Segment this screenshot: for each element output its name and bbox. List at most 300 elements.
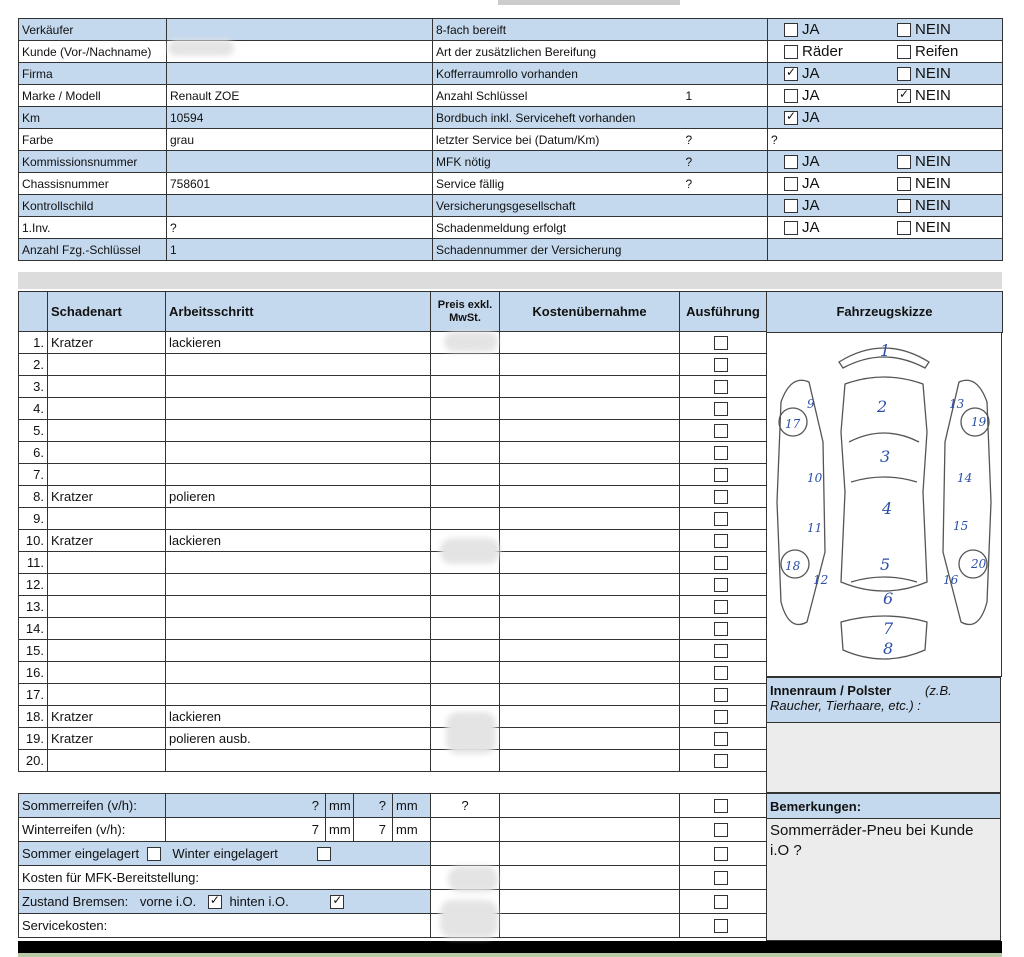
remarks-header: Bemerkungen: (766, 793, 1001, 819)
arbeitsschritt-cell[interactable] (166, 640, 431, 662)
schadenart-cell[interactable] (48, 640, 166, 662)
damage-row (19, 574, 767, 596)
checkbox[interactable] (714, 919, 728, 933)
option-2-checkbox[interactable] (897, 155, 911, 169)
field-label: Kommissionsnummer (19, 151, 167, 173)
checkbox[interactable] (714, 799, 728, 813)
unit-mm: mm (326, 818, 354, 842)
arbeitsschritt-cell[interactable] (166, 354, 431, 376)
option-cell: JA NEIN (768, 195, 1003, 217)
ausfuehrung-cell (680, 574, 767, 596)
separator-bar (18, 272, 1002, 289)
arbeitsschritt-cell[interactable] (166, 618, 431, 640)
sketch-zone-number: 12 (813, 573, 829, 587)
ausfuehrung-checkbox[interactable] (714, 402, 728, 416)
kosten-cell[interactable] (500, 508, 680, 530)
option-1-checkbox[interactable] (784, 89, 798, 103)
ausfuehrung-cell (680, 420, 767, 442)
row-number: 15. (19, 640, 48, 662)
row-number: 20. (19, 750, 48, 772)
kosten-cell[interactable] (500, 398, 680, 420)
ausfuehrung-checkbox[interactable] (714, 468, 728, 482)
ausfuehrung-cell (680, 618, 767, 640)
unit-mm: mm (393, 794, 431, 818)
question-value[interactable]: ? (683, 151, 768, 173)
remarks-text-2: i.O ? (770, 842, 802, 859)
ausfuehrung-checkbox[interactable] (714, 666, 728, 680)
ausfuehrung-checkbox[interactable] (714, 578, 728, 592)
schadenart-cell[interactable]: Kratzer (48, 728, 166, 750)
ausfuehrung-cell (680, 464, 767, 486)
kosten-cell[interactable] (500, 750, 680, 772)
col-nr (19, 292, 48, 332)
redaction (448, 866, 498, 892)
sketch-zone-number: 10 (807, 471, 823, 485)
redaction (440, 900, 498, 938)
question-value[interactable] (683, 107, 768, 129)
arbeitsschritt-cell[interactable]: polieren (166, 486, 431, 508)
checkbox[interactable] (714, 871, 728, 885)
field-label: Farbe (19, 129, 167, 151)
question-value[interactable]: ? (683, 173, 768, 195)
damage-row (19, 508, 767, 530)
row-number: 2. (19, 354, 48, 376)
schadenart-cell[interactable] (48, 376, 166, 398)
kosten-cell[interactable] (500, 486, 680, 508)
interior-hint-2: Raucher, Tierhaare, etc.) : (770, 698, 921, 713)
arbeitsschritt-cell[interactable] (166, 420, 431, 442)
sommerreifen-h[interactable]: ? (354, 794, 393, 818)
redaction (446, 712, 496, 754)
kosten-cell[interactable] (500, 354, 680, 376)
interior-label: Innenraum / Polster (770, 683, 892, 698)
kosten-cell[interactable] (500, 530, 680, 552)
header-row (19, 173, 1003, 195)
damage-row (19, 354, 767, 376)
sketch-zone-number: 8 (883, 639, 894, 658)
col-ausfuehrung: Ausführung (680, 292, 767, 332)
field-value[interactable] (167, 151, 433, 173)
top-artifact (498, 0, 680, 5)
question-value[interactable] (683, 239, 768, 261)
schadenart-cell[interactable] (48, 398, 166, 420)
header-row (19, 195, 1003, 217)
question-label: Versicherungsgesellschaft (433, 195, 683, 217)
option-2-checkbox[interactable] (897, 45, 911, 59)
arbeitsschritt-cell[interactable] (166, 750, 431, 772)
damage-row (19, 486, 767, 508)
kosten-cell[interactable] (500, 376, 680, 398)
ausfuehrung-checkbox[interactable] (714, 688, 728, 702)
arbeitsschritt-cell[interactable] (166, 574, 431, 596)
option-2-checkbox[interactable] (897, 23, 911, 37)
question-value[interactable] (683, 217, 768, 239)
damage-row (19, 464, 767, 486)
header-row (19, 63, 1003, 85)
ausfuehrung-cell (680, 640, 767, 662)
schadenart-cell[interactable] (48, 552, 166, 574)
ausfuehrung-cell (680, 398, 767, 420)
header-row (19, 107, 1003, 129)
damage-row (19, 420, 767, 442)
schadenart-cell[interactable] (48, 618, 166, 640)
unit-mm: mm (393, 818, 431, 842)
ausfuehrung-cell (680, 728, 767, 750)
row-number: 4. (19, 398, 48, 420)
winterreifen-v[interactable]: 7 (166, 818, 326, 842)
option-cell: JA NEIN (768, 217, 1003, 239)
damage-row (19, 706, 767, 728)
damage-row (19, 750, 767, 772)
damage-row (19, 332, 767, 354)
interior-section (766, 677, 1001, 723)
ausfuehrung-cell (680, 552, 767, 574)
option-cell: ✓ JA (768, 107, 1003, 129)
damage-row (19, 596, 767, 618)
field-label: Kunde (Vor-/Nachname) (19, 41, 167, 63)
ausfuehrung-cell (680, 486, 767, 508)
row-number: 12. (19, 574, 48, 596)
option-cell: Räder Reifen (768, 41, 1003, 63)
arbeitsschritt-cell[interactable] (166, 376, 431, 398)
sommerreifen-label: Sommerreifen (v/h): (19, 794, 166, 818)
kosten-cell[interactable] (500, 618, 680, 640)
winterreifen-h[interactable]: 7 (354, 818, 393, 842)
sketch-header: Fahrzeugskizze (766, 291, 1003, 333)
preis-cell[interactable] (431, 442, 500, 464)
row-number: 10. (19, 530, 48, 552)
question-value[interactable] (683, 195, 768, 217)
sketch-zone-number: 13 (949, 397, 965, 411)
bottom-table (18, 793, 767, 938)
schadenart-cell[interactable] (48, 508, 166, 530)
header-row (19, 41, 1003, 63)
row-number: 19. (19, 728, 48, 750)
option-1-checkbox[interactable] (784, 23, 798, 37)
field-value[interactable] (167, 195, 433, 217)
ausfuehrung-checkbox[interactable] (714, 732, 728, 746)
ausfuehrung-checkbox[interactable] (714, 556, 728, 570)
ausfuehrung-checkbox[interactable] (714, 358, 728, 372)
sketch-zone-number: 2 (877, 397, 888, 416)
sketch-zone-number: 19 (971, 415, 987, 429)
arbeitsschritt-cell[interactable] (166, 508, 431, 530)
field-value[interactable]: 10594 (167, 107, 433, 129)
damage-row (19, 728, 767, 750)
kosten-cell[interactable] (500, 574, 680, 596)
ausfuehrung-checkbox[interactable] (714, 446, 728, 460)
field-value[interactable]: ? (167, 217, 433, 239)
car-diagram (767, 332, 1001, 676)
ausfuehrung-checkbox[interactable] (714, 512, 728, 526)
redaction (444, 332, 498, 352)
ausfuehrung-checkbox[interactable] (714, 534, 728, 548)
damage-row (19, 662, 767, 684)
preis-cell[interactable] (431, 486, 500, 508)
field-label: Marke / Modell (19, 85, 167, 107)
question-value[interactable] (683, 41, 768, 63)
kosten-cell[interactable] (500, 464, 680, 486)
option-1-checkbox[interactable] (784, 45, 798, 59)
question-label: MFK nötig (433, 151, 683, 173)
option-cell: JA NEIN (768, 151, 1003, 173)
schadenart-cell[interactable] (48, 596, 166, 618)
question-label: Service fällig (433, 173, 683, 195)
kosten-cell[interactable] (500, 640, 680, 662)
kosten-cell[interactable] (500, 332, 680, 354)
kosten-cell[interactable] (500, 684, 680, 706)
ausfuehrung-cell (680, 442, 767, 464)
option-2-checkbox[interactable] (897, 199, 911, 213)
remarks-field[interactable] (766, 819, 1001, 941)
kosten-cell[interactable] (500, 662, 680, 684)
ausfuehrung-checkbox[interactable] (714, 600, 728, 614)
field-label: 1.Inv. (19, 217, 167, 239)
field-value[interactable]: grau (167, 129, 433, 151)
ausfuehrung-checkbox[interactable] (714, 424, 728, 438)
arbeitsschritt-cell[interactable] (166, 596, 431, 618)
preis-cell[interactable] (431, 420, 500, 442)
arbeitsschritt-cell[interactable]: lackieren (166, 530, 431, 552)
servicekosten-label: Servicekosten: (19, 914, 431, 938)
damage-row (19, 376, 767, 398)
ausfuehrung-cell (680, 332, 767, 354)
winter-eingelagert-checkbox[interactable] (317, 847, 331, 861)
field-value[interactable] (167, 63, 433, 85)
row-number: 8. (19, 486, 48, 508)
bottom-strip (18, 953, 1002, 957)
question-label: Schadenmeldung erfolgt (433, 217, 683, 239)
question-value[interactable]: 1 (683, 85, 768, 107)
row-number: 16. (19, 662, 48, 684)
option-2-checkbox[interactable] (897, 89, 911, 103)
option-1-checkbox[interactable] (784, 221, 798, 235)
kosten-cell[interactable] (500, 706, 680, 728)
preis-cell[interactable] (431, 508, 500, 530)
sommerreifen-preis: ? (431, 794, 500, 818)
mfk-label: Kosten für MFK-Bereitstellung: (19, 866, 431, 890)
kosten-cell[interactable] (500, 596, 680, 618)
option-cell: JA NEIN (768, 173, 1003, 195)
remarks-text-1: Sommerräder-Pneu bei Kunde (770, 822, 974, 839)
vorne-checkbox[interactable] (208, 895, 222, 909)
damage-row (19, 530, 767, 552)
option-2-checkbox[interactable] (897, 177, 911, 191)
sketch-zone-number: 14 (957, 471, 973, 485)
schadenart-cell[interactable] (48, 750, 166, 772)
ausfuehrung-cell (680, 596, 767, 618)
redaction (168, 40, 234, 56)
question-label: Art der zusätzlichen Bereifung (433, 41, 683, 63)
row-number: 13. (19, 596, 48, 618)
sommer-eingelagert-checkbox[interactable] (147, 847, 161, 861)
field-value[interactable]: Renault ZOE (167, 85, 433, 107)
header-row (19, 151, 1003, 173)
option-1-checkbox[interactable] (784, 199, 798, 213)
row-number: 11. (19, 552, 48, 574)
arbeitsschritt-cell[interactable]: polieren ausb. (166, 728, 431, 750)
sketch-zone-number: 15 (953, 519, 969, 533)
row-number: 7. (19, 464, 48, 486)
option-1-checkbox[interactable] (784, 67, 798, 81)
preis-cell[interactable] (431, 640, 500, 662)
row-number: 3. (19, 376, 48, 398)
sketch-zone-number: 18 (785, 559, 801, 573)
option-1-checkbox[interactable] (784, 155, 798, 169)
hinten-checkbox[interactable] (330, 895, 344, 909)
arbeitsschritt-cell[interactable] (166, 662, 431, 684)
vehicle-sketch (766, 332, 1002, 677)
hinten-label: hinten i.O. (229, 893, 289, 909)
schadenart-cell[interactable] (48, 662, 166, 684)
sommerreifen-v[interactable]: ? (166, 794, 326, 818)
ausfuehrung-checkbox[interactable] (714, 622, 728, 636)
question-value[interactable] (683, 19, 768, 41)
arbeitsschritt-cell[interactable]: lackieren (166, 332, 431, 354)
field-label: Kontrollschild (19, 195, 167, 217)
option-1-checkbox[interactable] (784, 111, 798, 125)
arbeitsschritt-cell[interactable]: lackieren (166, 706, 431, 728)
field-value[interactable]: 758601 (167, 173, 433, 195)
ausfuehrung-cell (680, 530, 767, 552)
kosten-cell[interactable] (500, 420, 680, 442)
bremsen-label: Zustand Bremsen: (22, 893, 129, 909)
col-arbeitsschritt: Arbeitsschritt (166, 292, 431, 332)
damage-row (19, 640, 767, 662)
ausfuehrung-cell (680, 662, 767, 684)
preis-cell[interactable] (431, 684, 500, 706)
header-row (19, 85, 1003, 107)
preis-cell[interactable] (431, 354, 500, 376)
option-cell: ? (768, 129, 1003, 151)
damage-table (18, 291, 767, 772)
checkbox[interactable] (714, 895, 728, 909)
row-number: 6. (19, 442, 48, 464)
header-row (19, 19, 1003, 41)
question-label: Schadennummer der Versicherung (433, 239, 683, 261)
ausfuehrung-cell (680, 750, 767, 772)
schadenart-cell[interactable]: Kratzer (48, 332, 166, 354)
preis-cell[interactable] (431, 398, 500, 420)
question-label: Kofferraumrollo vorhanden (433, 63, 683, 85)
field-label: Verkäufer (19, 19, 167, 41)
ausfuehrung-checkbox[interactable] (714, 754, 728, 768)
ausfuehrung-checkbox[interactable] (714, 380, 728, 394)
ausfuehrung-checkbox[interactable] (714, 490, 728, 504)
question-label: Bordbuch inkl. Serviceheft vorhanden (433, 107, 683, 129)
arbeitsschritt-cell[interactable] (166, 552, 431, 574)
sketch-zone-number: 4 (882, 499, 893, 518)
field-label: Firma (19, 63, 167, 85)
winterreifen-label: Winterreifen (v/h): (19, 818, 166, 842)
option-cell: ✓ JA NEIN (768, 63, 1003, 85)
field-value[interactable]: 1 (167, 239, 433, 261)
row-number: 1. (19, 332, 48, 354)
schadenart-cell[interactable] (48, 354, 166, 376)
vorne-label: vorne i.O. (139, 893, 197, 909)
preis-cell[interactable] (431, 596, 500, 618)
schadenart-cell[interactable]: Kratzer (48, 530, 166, 552)
question-value[interactable] (683, 63, 768, 85)
preis-cell[interactable] (431, 618, 500, 640)
sketch-zone-number: 11 (807, 521, 823, 535)
sketch-zone-number: 1 (880, 341, 891, 360)
ausfuehrung-cell (680, 706, 767, 728)
option-2-checkbox[interactable] (897, 221, 911, 235)
ausfuehrung-checkbox[interactable] (714, 336, 728, 350)
vehicle-info-table (18, 18, 1003, 261)
arbeitsschritt-cell[interactable] (166, 684, 431, 706)
preis-cell[interactable] (431, 574, 500, 596)
kosten-cell[interactable] (500, 728, 680, 750)
col-kosten: Kostenübernahme (500, 292, 680, 332)
checkbox[interactable] (714, 847, 728, 861)
sketch-zone-number: 16 (943, 573, 959, 587)
sketch-zone-number: 3 (880, 447, 891, 466)
sketch-zone-number: 20 (971, 557, 987, 571)
option-2-checkbox[interactable] (897, 67, 911, 81)
preis-cell[interactable] (431, 464, 500, 486)
option-1-checkbox[interactable] (784, 177, 798, 191)
row-number: 9. (19, 508, 48, 530)
arbeitsschritt-cell[interactable] (166, 464, 431, 486)
interior-hint-1: (z.B. (925, 683, 952, 698)
ausfuehrung-checkbox[interactable] (714, 644, 728, 658)
question-label: Anzahl Schlüssel (433, 85, 683, 107)
preis-cell[interactable] (431, 376, 500, 398)
bottom-bar (18, 941, 1002, 953)
col-schadenart: Schadenart (48, 292, 166, 332)
field-value[interactable] (167, 19, 433, 41)
schadenart-cell[interactable] (48, 684, 166, 706)
row-number: 5. (19, 420, 48, 442)
header-row (19, 217, 1003, 239)
col-preis: Preis exkl. MwSt. (431, 292, 500, 332)
schadenart-cell[interactable] (48, 420, 166, 442)
row-number: 18. (19, 706, 48, 728)
damage-row (19, 684, 767, 706)
header-row (19, 129, 1003, 151)
ausfuehrung-checkbox[interactable] (714, 710, 728, 724)
sketch-zone-number: 9 (807, 397, 815, 411)
unit-mm: mm (326, 794, 354, 818)
header-row (19, 239, 1003, 261)
sketch-zone-number: 17 (785, 417, 801, 431)
kosten-cell[interactable] (500, 552, 680, 574)
kosten-cell[interactable] (500, 442, 680, 464)
preis-cell[interactable] (431, 662, 500, 684)
schadenart-cell[interactable]: Kratzer (48, 706, 166, 728)
ausfuehrung-cell (680, 354, 767, 376)
schadenart-cell[interactable]: Kratzer (48, 486, 166, 508)
question-value[interactable]: ? (683, 129, 768, 151)
schadenart-cell[interactable] (48, 464, 166, 486)
checkbox[interactable] (714, 823, 728, 837)
option-cell: JA ✓ NEIN (768, 85, 1003, 107)
field-label: Anzahl Fzg.-Schlüssel (19, 239, 167, 261)
row-number: 14. (19, 618, 48, 640)
sketch-zone-number: 5 (880, 555, 891, 574)
arbeitsschritt-cell[interactable] (166, 398, 431, 420)
sommer-eingelagert-label: Sommer eingelagert (22, 845, 140, 861)
question-label: 8-fach bereift (433, 19, 683, 41)
schadenart-cell[interactable] (48, 442, 166, 464)
arbeitsschritt-cell[interactable] (166, 442, 431, 464)
question-label: letzter Service bei (Datum/Km) (433, 129, 683, 151)
interior-input[interactable] (766, 723, 1001, 793)
schadenart-cell[interactable] (48, 574, 166, 596)
field-label: Km (19, 107, 167, 129)
